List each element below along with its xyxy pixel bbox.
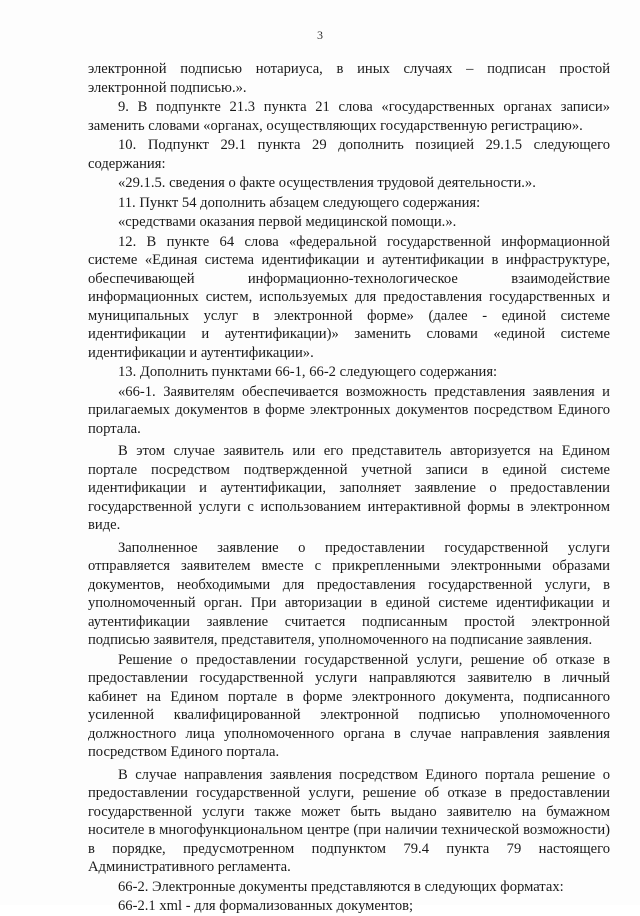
paragraph-paper-decision: В случае направления заявления посредством Единого портала решение о предоставлении государственной услуги, решение об отказе в предоставлении государственной услуги также может быть выдано заявителю на бумажном носителе в многофункциональном центре (при наличии технической возможности) в порядке, предусмотренном подпунктом 79.4 пункта 79 настоящего Административного регламента. [88, 766, 610, 875]
document-body [88, 60, 610, 916]
paragraph-quote-first-aid: «средствами оказания первой медицинской помощи.». [118, 214, 457, 230]
paragraph-66-2: 66-2. Электронные документы представляются в следующих форматах: [118, 878, 564, 895]
paragraph-filled-application: Заполненное заявление о предоставлении государственной услуги отправляется заявителем вместе с прикрепленными электронными образами документов, необходимыми для предоставления государственной услуги, в уполномоченный орган. При авторизации в единой системе идентификации и аутентификации заявление считается подписанным простой электронной подписью заявителя, представителя, уполномоченного на подписание заявления. [88, 539, 610, 648]
paragraph-item-10: 10. Подпункт 29.1 пункта 29 дополнить позицией 29.1.5 следующего содержания: [88, 137, 610, 172]
paragraph-66-2-1: 66-2.1 xml - для формализованных документов; [118, 898, 414, 914]
paragraph-quote-29-1-5: «29.1.5. сведения о факте осуществления трудовой деятельности.». [118, 175, 536, 191]
paragraph-item-11: 11. Пункт 54 дополнить абзацем следующего содержания: [118, 194, 481, 211]
page-number: 3 [317, 28, 323, 42]
paragraph-item-9: 9. В подпункте 21.3 пункта 21 слова «государственных органах записи» заменить словами «органах, осуществляющих государственную регистрацию». [88, 99, 610, 134]
paragraph-authorization: В этом случае заявитель или его представитель авторизуется на Едином портале посредством подтвержденной учетной записи в единой системе идентификации и аутентификации, заполняет заявление о предоставлении государственной услуги с использованием интерактивной формы в электронном виде. [88, 443, 610, 533]
paragraph-decision: Решение о предоставлении государственной услуги, решение об отказе в предоставлении государственной услуги направляются заявителю в личный кабинет на Едином портале в форме электронного документа, подписанного усиленной квалифицированной электронной подписью уполномоченного должностного лица уполномоченного органа в случае направления заявления посредством Единого портала. [88, 651, 610, 760]
paragraph-item-13: 13. Дополнить пунктами 66-1, 66-2 следующего содержания: [118, 364, 498, 380]
paragraph-66-1: «66-1. Заявителям обеспечивается возможность представления заявления и прилагаемых документов в форме электронных документов посредством Единого портала. [88, 383, 610, 437]
paragraph-item-12: 12. В пункте 64 слова «федеральной государственной информационной системе «Единая система идентификации и аутентификации в инфраструктуре, обеспечивающей информационно-технологическое взаимодействие информационных систем, используемых для предоставления государственных и муниципальных услуг в электронной форме» (далее - единой системе идентификации и аутентификации)» заменить словами «единой системе идентификации и аутентификации». [88, 233, 610, 361]
paragraph-continuation: электронной подписью нотариуса, в иных случаях – подписан простой электронной подписью.». [88, 61, 610, 96]
